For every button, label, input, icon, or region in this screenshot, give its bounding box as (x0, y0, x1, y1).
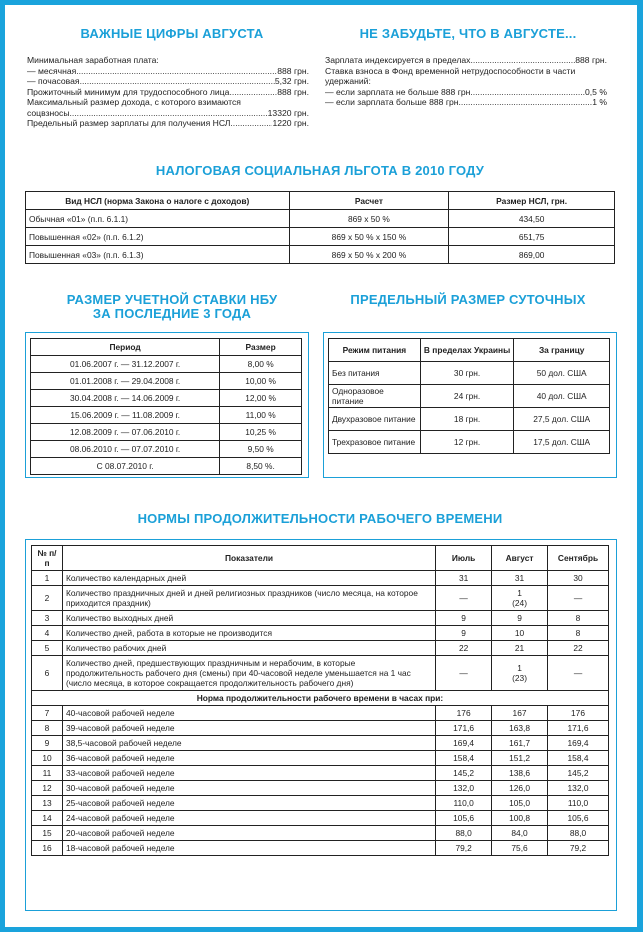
table-row (32, 841, 609, 856)
table-cell: 9 (436, 611, 492, 626)
table-cell: 105,6 (436, 811, 492, 826)
info-line-label: Минимальная заработная плата: (27, 55, 159, 65)
table-cell: 1 (32, 571, 63, 586)
table-cell: 169,4 (436, 736, 492, 751)
table-header-row (32, 546, 609, 571)
table-cell: 8 (32, 721, 63, 736)
table-cell: 75,6 (492, 841, 548, 856)
table-cell: 30.04.2008 г. — 14.06.2009 г. (31, 390, 220, 407)
info-line-label: соцвзносы (27, 107, 70, 118)
section-title-nbu-rate (27, 293, 317, 321)
table-cell: 158,4 (436, 751, 492, 766)
info-line-label: удержаний: (325, 76, 371, 86)
table-row (32, 751, 609, 766)
info-line-dots (70, 108, 268, 119)
info-line-value: 1 % (592, 97, 607, 107)
table-row (31, 407, 302, 424)
info-line-value: 888 грн. (277, 86, 309, 97)
table-row (329, 362, 610, 385)
table-cell: — (548, 656, 609, 691)
table-cell: 163,8 (492, 721, 548, 736)
table-cell: 145,2 (436, 766, 492, 781)
table-cell: 110,0 (548, 796, 609, 811)
table-row (26, 210, 615, 228)
info-line-value: 5,32 грн. (274, 76, 309, 86)
info-line-value: 888 грн. (277, 65, 309, 76)
table-header-row (329, 339, 610, 362)
table-row (32, 641, 609, 656)
table-cell: 9 (492, 611, 548, 626)
table-subheader-row (32, 691, 609, 706)
table-header-cell: Сентябрь (548, 546, 609, 571)
table-row (31, 373, 302, 390)
section-title-dont-forget: НЕ ЗАБУДЬТЕ, ЧТО В АВГУСТЕ... (359, 26, 577, 41)
table-cell: 132,0 (548, 781, 609, 796)
table-cell: 13 (32, 796, 63, 811)
table-cell: 11 (32, 766, 63, 781)
table-cell: Количество дней, предшествующих праздничным и нерабочим, в которые продолжительность рабочего дня (смены) при 40-часовой неделе уменьшается на 1 час (число месяца, в которое сокращается продолжительность рабочего дня) (62, 656, 435, 691)
info-line (27, 76, 309, 87)
info-line-dots (76, 66, 277, 77)
table-cell: 31 (436, 571, 492, 586)
table-cell: 30 грн. (420, 362, 514, 385)
table-cell: 434,50 (449, 210, 615, 228)
table-cell: 105,0 (492, 796, 548, 811)
info-line-dots (229, 87, 277, 98)
table-cell: 126,0 (492, 781, 548, 796)
per-diem-table (328, 338, 610, 454)
table-cell: 171,6 (436, 721, 492, 736)
info-line-dots (461, 97, 592, 108)
table-cell: 10,00 % (220, 373, 302, 390)
table-cell: Повышенная «03» (п.п. 6.1.3) (26, 246, 290, 264)
nbu-title-line1: РАЗМЕР УЧЕТНОЙ СТАВКИ НБУ (66, 292, 278, 307)
info-line (27, 87, 309, 98)
table-header-cell: Июль (436, 546, 492, 571)
table-cell: 18-часовой рабочей неделе (62, 841, 435, 856)
tax-benefit-table (25, 191, 615, 264)
table-header-cell: Размер НСЛ, грн. (449, 192, 615, 210)
info-line-dots (230, 118, 272, 129)
table-cell: Трехразовое питание (329, 431, 421, 454)
table-cell: 7 (32, 706, 63, 721)
table-row (32, 586, 609, 611)
table-cell: 3 (32, 611, 63, 626)
table-cell: 6 (32, 656, 63, 691)
table-row (32, 781, 609, 796)
info-line-label: — если зарплата не больше 888 грн. (325, 86, 473, 97)
table-cell: 84,0 (492, 826, 548, 841)
table-cell: 08.06.2010 г. — 07.07.2010 г. (31, 441, 220, 458)
nbu-rate-table (30, 338, 302, 475)
table-cell: Двухразовое питание (329, 408, 421, 431)
table-row (32, 656, 609, 691)
table-cell: 10,25 % (220, 424, 302, 441)
table-cell: 161,7 (492, 736, 548, 751)
info-line (325, 55, 607, 66)
table-cell: 869 х 50 % (289, 210, 449, 228)
table-cell: 24 грн. (420, 385, 514, 408)
table-cell: 869,00 (449, 246, 615, 264)
table-cell: 30 (548, 571, 609, 586)
nbu-title-line2: ЗА ПОСЛЕДНИЕ 3 ГОДА (92, 306, 252, 321)
table-header-cell: Размер (220, 339, 302, 356)
table-cell: 1 (23) (492, 656, 548, 691)
table-cell: 20-часовой рабочей неделе (62, 826, 435, 841)
table-cell: 869 х 50 % х 200 % (289, 246, 449, 264)
table-header-cell: Август (492, 546, 548, 571)
table-cell: 8,50 %. (220, 458, 302, 475)
table-cell: 40 дол. США (514, 385, 610, 408)
table-cell: 14 (32, 811, 63, 826)
table-cell: — (548, 586, 609, 611)
info-line (27, 118, 309, 129)
table-cell: 132,0 (436, 781, 492, 796)
table-header-cell: Вид НСЛ (норма Закона о налоге с доходов) (26, 192, 290, 210)
table-cell: 176 (548, 706, 609, 721)
table-cell: 36-часовой рабочей неделе (62, 751, 435, 766)
info-line (325, 76, 607, 87)
section-title-per-diem: ПРЕДЕЛЬНЫЙ РАЗМЕР СУТОЧНЫХ (350, 292, 586, 307)
table-cell: 100,8 (492, 811, 548, 826)
table-header-cell: Режим питания (329, 339, 421, 362)
page (5, 5, 637, 927)
table-header-cell: Расчет (289, 192, 449, 210)
table-cell: 01.01.2008 г. — 29.04.2008 г. (31, 373, 220, 390)
table-cell: 24-часовой рабочей неделе (62, 811, 435, 826)
table-cell: 39-часовой рабочей неделе (62, 721, 435, 736)
table-header-cell: Период (31, 339, 220, 356)
table-cell: 88,0 (548, 826, 609, 841)
table-row (32, 571, 609, 586)
table-cell: 12.08.2009 г. — 07.06.2010 г. (31, 424, 220, 441)
table-row (31, 356, 302, 373)
info-line-label: — месячная (27, 65, 77, 76)
table-cell: Количество дней, работа в которые не производится (62, 626, 435, 641)
table-cell: Количество рабочих дней (62, 641, 435, 656)
table-cell: Без питания (329, 362, 421, 385)
table-cell: 8,00 % (220, 356, 302, 373)
table-row (329, 385, 610, 408)
info-line-label: Прожиточный минимум для трудоспособного лица (27, 86, 230, 97)
table-row (26, 228, 615, 246)
table-cell: 22 (548, 641, 609, 656)
table-cell: 176 (436, 706, 492, 721)
table-cell: Повышенная «02» (п.п. 6.1.2) (26, 228, 290, 246)
table-cell: 138,6 (492, 766, 548, 781)
table-cell: 105,6 (548, 811, 609, 826)
table-cell: 869 х 50 % х 150 % (289, 228, 449, 246)
table-row (32, 721, 609, 736)
table-cell: Количество календарных дней (62, 571, 435, 586)
table-row (32, 796, 609, 811)
table-cell: 38,5-часовой рабочей неделе (62, 736, 435, 751)
table-row (26, 246, 615, 264)
table-cell: 30-часовой рабочей неделе (62, 781, 435, 796)
info-line-dots (470, 55, 575, 66)
table-cell: — (436, 656, 492, 691)
table-cell: 167 (492, 706, 548, 721)
info-line (27, 55, 309, 66)
table-row (31, 458, 302, 475)
info-line (325, 66, 607, 77)
table-cell: 110,0 (436, 796, 492, 811)
table-row (32, 826, 609, 841)
table-cell: 11,00 % (220, 407, 302, 424)
table-cell: 12 (32, 781, 63, 796)
table-cell: 88,0 (436, 826, 492, 841)
table-header-row (26, 192, 615, 210)
table-row (329, 431, 610, 454)
table-row (31, 390, 302, 407)
table-header-cell: № п/п (32, 546, 63, 571)
info-line-label: Предельный размер зарплаты для получения НСЛ (27, 118, 231, 128)
table-cell: 15 (32, 826, 63, 841)
table-subheader-cell: Норма продолжительности рабочего времени в часах при: (32, 691, 609, 706)
table-cell: 12,00 % (220, 390, 302, 407)
table-cell: 9,50 % (220, 441, 302, 458)
august-figures-list (27, 55, 309, 129)
table-cell: Одноразовое питание (329, 385, 421, 408)
table-cell: 145,2 (548, 766, 609, 781)
dont-forget-list (325, 55, 607, 108)
table-cell: С 08.07.2010 г. (31, 458, 220, 475)
table-cell: 79,2 (436, 841, 492, 856)
table-cell: 01.06.2007 г. — 31.12.2007 г. (31, 356, 220, 373)
info-line (325, 87, 607, 98)
table-cell: 8 (548, 626, 609, 641)
table-cell: 27,5 дол. США (514, 408, 610, 431)
table-cell: 15.06.2009 г. — 11.08.2009 г. (31, 407, 220, 424)
table-cell: 10 (492, 626, 548, 641)
table-cell: 9 (436, 626, 492, 641)
table-cell: 17,5 дол. США (514, 431, 610, 454)
info-line-value: 0,5 % (585, 86, 607, 97)
table-cell: 158,4 (548, 751, 609, 766)
table-cell: 50 дол. США (514, 362, 610, 385)
info-line (27, 108, 309, 119)
table-cell: 9 (32, 736, 63, 751)
table-cell: 151,2 (492, 751, 548, 766)
info-line (27, 66, 309, 77)
info-line-value: 888 грн. (575, 55, 607, 65)
table-cell: 1 (24) (492, 586, 548, 611)
table-cell: 40-часовой рабочей неделе (62, 706, 435, 721)
info-line-label: Ставка взноса в Фонд временной нетрудоспособности в части (325, 65, 576, 76)
table-cell: 18 грн. (420, 408, 514, 431)
table-row (32, 736, 609, 751)
table-cell: 8 (548, 611, 609, 626)
info-line-value: 13320 грн. (267, 107, 309, 118)
info-line-label: Максимальный размер дохода, с которого взимаются (27, 97, 241, 107)
table-cell: Количество выходных дней (62, 611, 435, 626)
section-title-tax-benefit: НАЛОГОВАЯ СОЦИАЛЬНАЯ ЛЬГОТА В 2010 ГОДУ (155, 163, 485, 178)
info-line-dots (473, 87, 585, 98)
info-line-label: Зарплата индексируется в пределах (325, 55, 471, 65)
table-header-row (31, 339, 302, 356)
table-cell: 16 (32, 841, 63, 856)
table-row (32, 766, 609, 781)
table-header-cell: Показатели (62, 546, 435, 571)
info-line (325, 97, 607, 108)
table-cell: 33-часовой рабочей неделе (62, 766, 435, 781)
table-row (31, 441, 302, 458)
working-time-table (31, 545, 609, 856)
table-cell: Обычная «01» (п.п. 6.1.1) (26, 210, 290, 228)
table-row (32, 626, 609, 641)
info-line-label: — почасовая (27, 76, 80, 86)
table-cell: — (436, 586, 492, 611)
info-line (27, 97, 309, 108)
table-cell: 21 (492, 641, 548, 656)
table-cell: 25-часовой рабочей неделе (62, 796, 435, 811)
table-cell: 171,6 (548, 721, 609, 736)
info-line-label: — если зарплата больше 888 грн. (325, 97, 461, 107)
table-cell: 12 грн. (420, 431, 514, 454)
section-title-working-time: НОРМЫ ПРОДОЛЖИТЕЛЬНОСТИ РАБОЧЕГО ВРЕМЕНИ (137, 511, 503, 526)
table-cell: 651,75 (449, 228, 615, 246)
table-cell: 2 (32, 586, 63, 611)
table-cell: 31 (492, 571, 548, 586)
table-row (32, 706, 609, 721)
table-row (32, 611, 609, 626)
table-cell: 4 (32, 626, 63, 641)
table-row (32, 811, 609, 826)
table-cell: 10 (32, 751, 63, 766)
table-header-cell: В пределах Украины (420, 339, 514, 362)
table-header-cell: За границу (514, 339, 610, 362)
table-cell: 22 (436, 641, 492, 656)
table-cell: 79,2 (548, 841, 609, 856)
table-cell: 169,4 (548, 736, 609, 751)
info-line-dots (80, 76, 275, 87)
table-cell: Количество праздничных дней и дней религиозных праздников (число месяца, на которое приходится праздник) (62, 586, 435, 611)
table-cell: 5 (32, 641, 63, 656)
table-row (329, 408, 610, 431)
table-row (31, 424, 302, 441)
section-title-august-figures: ВАЖНЫЕ ЦИФРЫ АВГУСТА (80, 26, 264, 41)
info-line-value: 1220 грн. (272, 118, 309, 128)
